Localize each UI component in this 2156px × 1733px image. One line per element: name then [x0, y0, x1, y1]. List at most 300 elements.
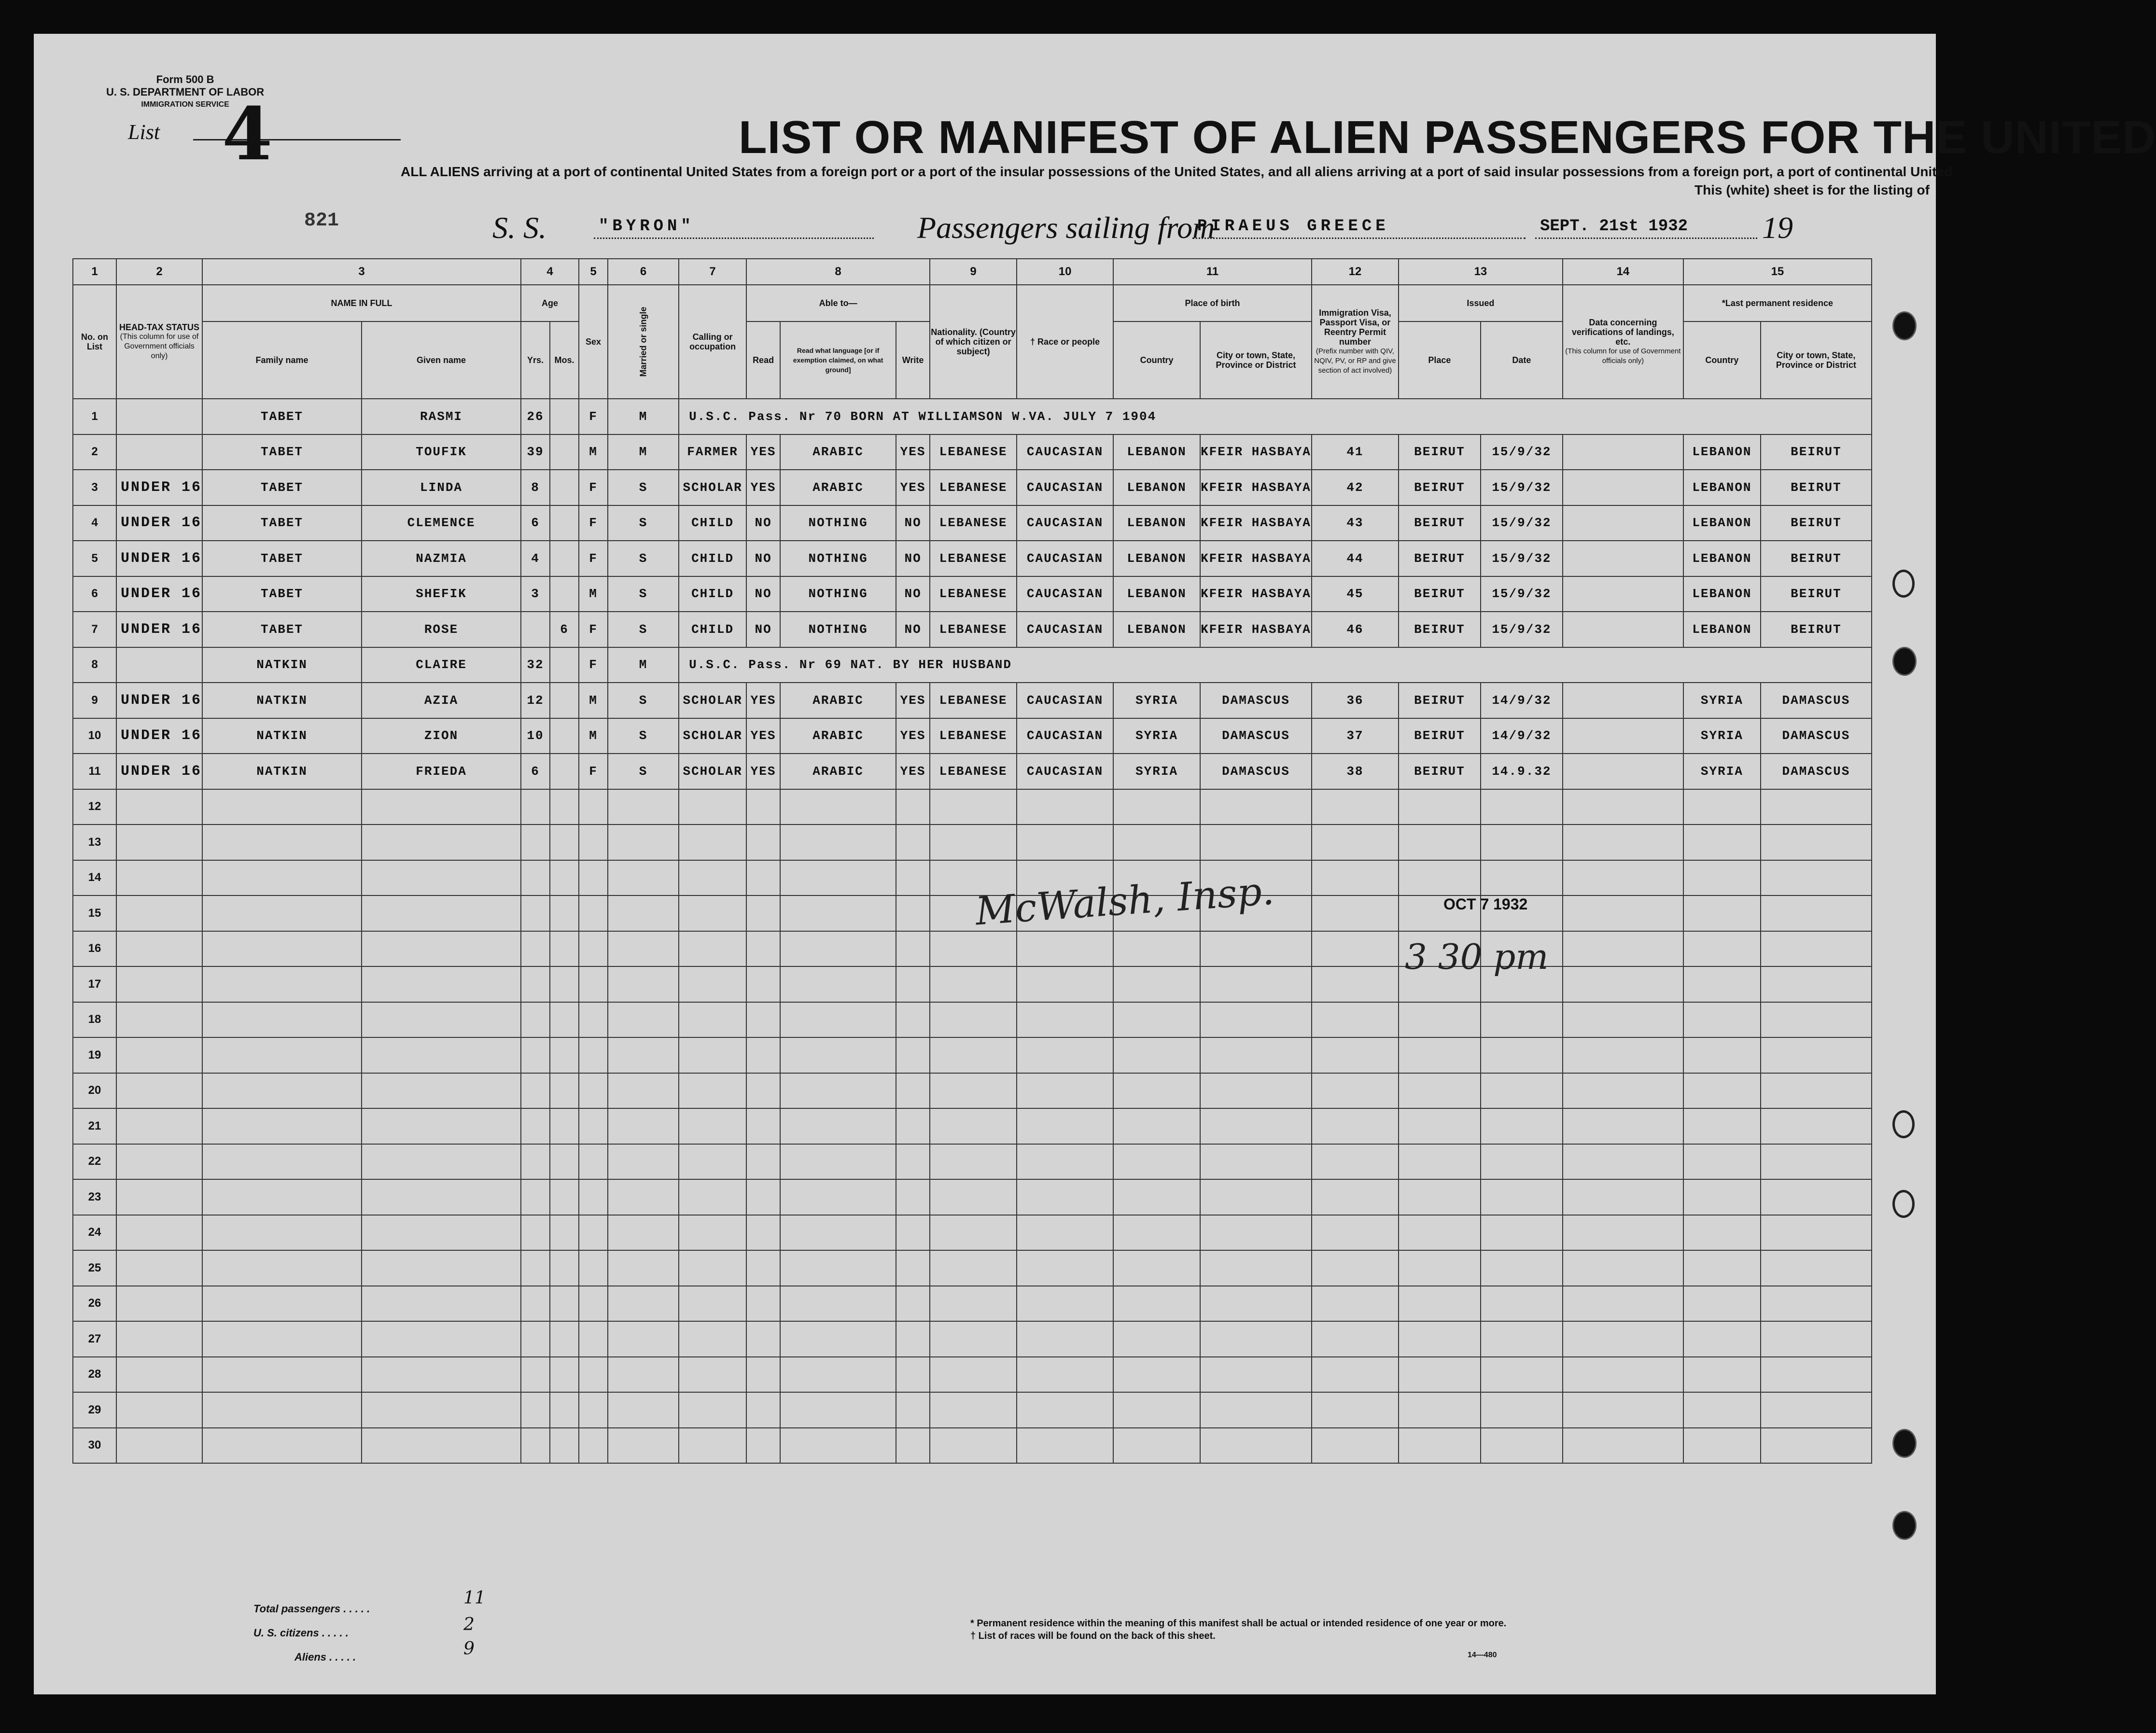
empty-cell [679, 1108, 746, 1144]
birth-city-cell: KFEIR HASBAYA [1200, 541, 1312, 576]
empty-cell [202, 1179, 362, 1215]
us-citizens-value: 2 [463, 1615, 475, 1635]
age-yrs-cell: 4 [521, 541, 550, 576]
col-num: 12 [1312, 259, 1399, 285]
family-name-cell: NATKIN [202, 718, 362, 754]
empty-cell [1200, 1108, 1312, 1144]
given-name-cell: AZIA [362, 683, 521, 718]
write-cell: NO [896, 541, 930, 576]
header-verif-note: (This column for use of Government officials only) [1565, 347, 1681, 365]
empty-cell [202, 1108, 362, 1144]
empty-cell [521, 1215, 550, 1251]
empty-cell [1200, 1179, 1312, 1215]
empty-cell [521, 1286, 550, 1322]
marital-cell: S [608, 576, 679, 612]
age-yrs-cell: 26 [521, 399, 550, 434]
binder-hole [1892, 311, 1917, 340]
empty-cell [608, 1179, 679, 1215]
write-cell: YES [896, 718, 930, 754]
empty-cell [930, 1286, 1017, 1322]
empty-cell [1563, 1144, 1683, 1180]
issued-place-cell: BEIRUT [1399, 576, 1481, 612]
empty-cell [896, 1108, 930, 1144]
empty-cell [1312, 1037, 1399, 1073]
empty-cell [579, 825, 608, 860]
empty-cell [362, 966, 521, 1002]
language-cell: ARABIC [780, 754, 896, 789]
occupation-cell: SCHOLAR [679, 754, 746, 789]
empty-cell [930, 966, 1017, 1002]
binder-hole [1892, 570, 1915, 598]
empty-cell [1683, 1286, 1761, 1322]
table-row [73, 931, 1872, 967]
empty-cell [1683, 966, 1761, 1002]
row-number: 17 [73, 966, 116, 1002]
empty-cell [521, 825, 550, 860]
empty-cell [930, 1215, 1017, 1251]
empty-cell [362, 1357, 521, 1393]
empty-cell [608, 1073, 679, 1109]
empty-cell [896, 789, 930, 825]
empty-cell [1761, 789, 1872, 825]
empty-cell [679, 1286, 746, 1322]
empty-cell [1481, 1073, 1563, 1109]
aliens-label: Aliens . . . . . [294, 1651, 356, 1663]
empty-cell [679, 825, 746, 860]
empty-cell [746, 825, 780, 860]
empty-cell [1017, 1144, 1113, 1180]
empty-cell [116, 789, 202, 825]
subtitle: ALL ALIENS arriving at a port of continental United States from a foreign port or a port of the insular possessions of the United States, and all aliens arriving at a port of said insular possessions from a foreign port, a port of continental United [401, 164, 1953, 179]
visa-cell: 36 [1312, 683, 1399, 718]
head-tax-cell: UNDER 16 [116, 470, 202, 505]
empty-cell [1481, 1392, 1563, 1428]
empty-cell [1683, 931, 1761, 967]
empty-cell [1399, 1250, 1481, 1286]
issued-date-cell: 15/9/32 [1481, 434, 1563, 470]
header-birth-city: City or town, State, Province or District [1200, 321, 1312, 399]
col-num: 5 [579, 259, 608, 285]
read-cell: YES [746, 470, 780, 505]
empty-cell [202, 1286, 362, 1322]
table-row [73, 754, 1872, 789]
sex-cell: M [579, 576, 608, 612]
empty-cell [1312, 931, 1399, 967]
empty-cell [202, 895, 362, 931]
table-row [73, 1002, 1872, 1038]
empty-cell [896, 1428, 930, 1464]
empty-cell [1683, 1073, 1761, 1109]
row-number: 22 [73, 1144, 116, 1180]
empty-cell [521, 1144, 550, 1180]
header-visa-label: Immigration Visa, Passport Visa, or Reentry Permit number [1319, 308, 1391, 347]
empty-cell [1017, 1392, 1113, 1428]
header-place-of-birth: Place of birth [1113, 285, 1312, 321]
birth-city-cell: DAMASCUS [1200, 718, 1312, 754]
empty-cell [930, 1321, 1017, 1357]
empty-cell [1017, 1250, 1113, 1286]
stamp-number: 821 [304, 210, 339, 232]
empty-cell [202, 1073, 362, 1109]
issued-place-cell: BEIRUT [1399, 470, 1481, 505]
res-city-cell: DAMASCUS [1761, 754, 1872, 789]
read-cell: YES [746, 434, 780, 470]
issued-date-cell: 14.9.32 [1481, 754, 1563, 789]
nationality-cell: LEBANESE [930, 505, 1017, 541]
empty-cell [1200, 1321, 1312, 1357]
table-row [73, 860, 1872, 896]
header-married [608, 285, 679, 399]
language-cell: NOTHING [780, 576, 896, 612]
res-country-cell: LEBANON [1683, 576, 1761, 612]
empty-cell [362, 895, 521, 931]
empty-cell [780, 1250, 896, 1286]
verification-cell [1563, 683, 1683, 718]
empty-cell [202, 789, 362, 825]
visa-cell: 44 [1312, 541, 1399, 576]
table-row [73, 683, 1872, 718]
header-race: † Race or people [1017, 285, 1113, 399]
table-row [73, 1037, 1872, 1073]
empty-cell [1399, 1392, 1481, 1428]
empty-cell [1113, 789, 1200, 825]
empty-cell [896, 1215, 930, 1251]
empty-cell [1399, 860, 1481, 896]
header-visa [1312, 285, 1399, 399]
empty-cell [202, 1144, 362, 1180]
ship-dotline [594, 238, 874, 239]
empty-cell [608, 1108, 679, 1144]
empty-cell [746, 1108, 780, 1144]
empty-cell [1312, 1179, 1399, 1215]
empty-cell [896, 895, 930, 931]
table-row [73, 1144, 1872, 1180]
empty-cell [896, 1321, 930, 1357]
empty-cell [1683, 1392, 1761, 1428]
verification-cell [1563, 470, 1683, 505]
empty-cell [579, 1321, 608, 1357]
empty-cell [1200, 1002, 1312, 1038]
empty-cell [1481, 1286, 1563, 1322]
empty-cell [202, 860, 362, 896]
us-citizen-note: U.S.C. Pass. Nr 70 BORN AT WILLIAMSON W.VA. JULY 7 1904 [679, 399, 1872, 434]
row-number: 13 [73, 825, 116, 860]
empty-cell [679, 1215, 746, 1251]
issued-place-cell: BEIRUT [1399, 683, 1481, 718]
row-number: 30 [73, 1428, 116, 1464]
race-cell: CAUCASIAN [1017, 505, 1113, 541]
read-cell: YES [746, 683, 780, 718]
empty-cell [1683, 1037, 1761, 1073]
nationality-cell: LEBANESE [930, 434, 1017, 470]
empty-cell [746, 966, 780, 1002]
age-yrs-cell: 8 [521, 470, 550, 505]
write-cell: YES [896, 434, 930, 470]
row-number: 8 [73, 647, 116, 683]
empty-cell [550, 1250, 579, 1286]
empty-cell [362, 1286, 521, 1322]
family-name-cell: NATKIN [202, 647, 362, 683]
res-country-cell: LEBANON [1683, 505, 1761, 541]
empty-cell [579, 895, 608, 931]
empty-cell [1683, 1250, 1761, 1286]
empty-cell [362, 1392, 521, 1428]
empty-cell [1683, 825, 1761, 860]
us-citizens-label: U. S. citizens . . . . . [253, 1627, 349, 1639]
empty-cell [608, 1215, 679, 1251]
empty-cell [1017, 1073, 1113, 1109]
verification-cell [1563, 541, 1683, 576]
marital-cell: S [608, 683, 679, 718]
marital-cell: M [608, 399, 679, 434]
row-number: 2 [73, 434, 116, 470]
family-name-cell: TABET [202, 470, 362, 505]
empty-cell [202, 966, 362, 1002]
empty-cell [521, 1250, 550, 1286]
empty-cell [1113, 1108, 1200, 1144]
empty-cell [679, 931, 746, 967]
empty-cell [579, 1002, 608, 1038]
empty-cell [1113, 1357, 1200, 1393]
empty-cell [1761, 1321, 1872, 1357]
empty-cell [1017, 931, 1113, 967]
empty-cell [896, 931, 930, 967]
empty-cell [116, 1286, 202, 1322]
sex-cell: F [579, 470, 608, 505]
empty-cell [608, 1392, 679, 1428]
race-cell: CAUCASIAN [1017, 612, 1113, 647]
header-residence: *Last permanent residence [1683, 285, 1872, 321]
write-cell: NO [896, 612, 930, 647]
empty-cell [679, 1144, 746, 1180]
empty-cell [579, 1108, 608, 1144]
empty-cell [1200, 1073, 1312, 1109]
empty-cell [521, 1037, 550, 1073]
empty-cell [1563, 966, 1683, 1002]
empty-cell [1563, 1392, 1683, 1428]
empty-cell [116, 1321, 202, 1357]
write-cell: NO [896, 576, 930, 612]
empty-cell [1312, 1428, 1399, 1464]
header-married-label: Married or single [638, 307, 648, 377]
sailing-label: Passengers sailing from [917, 210, 1215, 245]
empty-cell [1200, 1428, 1312, 1464]
row-number: 25 [73, 1250, 116, 1286]
age-mos-cell [550, 541, 579, 576]
empty-cell [780, 931, 896, 967]
empty-cell [362, 931, 521, 967]
empty-cell [1399, 1215, 1481, 1251]
empty-cell [1481, 1037, 1563, 1073]
subtitle-2: This (white) sheet is for the listing of [1694, 182, 1930, 197]
empty-cell [521, 1002, 550, 1038]
empty-cell [780, 895, 896, 931]
empty-cell [780, 860, 896, 896]
marital-cell: S [608, 754, 679, 789]
birth-city-cell: DAMASCUS [1200, 754, 1312, 789]
birth-city-cell: DAMASCUS [1200, 683, 1312, 718]
row-number: 4 [73, 505, 116, 541]
empty-cell [1399, 1073, 1481, 1109]
given-name-cell: LINDA [362, 470, 521, 505]
empty-cell [1761, 1144, 1872, 1180]
col-num: 11 [1113, 259, 1312, 285]
header-able-to: Able to— [746, 285, 930, 321]
empty-cell [1761, 860, 1872, 896]
nationality-cell: LEBANESE [930, 576, 1017, 612]
empty-cell [362, 1179, 521, 1215]
race-cell: CAUCASIAN [1017, 718, 1113, 754]
empty-cell [579, 931, 608, 967]
empty-cell [1683, 1215, 1761, 1251]
occupation-cell: CHILD [679, 541, 746, 576]
given-name-cell: ZION [362, 718, 521, 754]
empty-cell [746, 1286, 780, 1322]
empty-cell [746, 1144, 780, 1180]
header-age: Age [521, 285, 579, 321]
res-city-cell: BEIRUT [1761, 612, 1872, 647]
empty-cell [780, 1108, 896, 1144]
empty-cell [521, 931, 550, 967]
verification-cell [1563, 754, 1683, 789]
empty-cell [679, 1250, 746, 1286]
table-row [73, 434, 1872, 470]
binder-hole [1892, 1511, 1917, 1540]
header-calling: Calling or occupation [679, 285, 746, 399]
issued-place-cell: BEIRUT [1399, 718, 1481, 754]
empty-cell [746, 1002, 780, 1038]
empty-cell [1481, 1321, 1563, 1357]
empty-cell [1481, 1428, 1563, 1464]
empty-cell [521, 860, 550, 896]
empty-cell [608, 966, 679, 1002]
year-label: 19 [1762, 210, 1793, 245]
visa-cell: 45 [1312, 576, 1399, 612]
table-row [73, 1321, 1872, 1357]
visa-cell: 43 [1312, 505, 1399, 541]
empty-cell [1113, 1144, 1200, 1180]
race-cell: CAUCASIAN [1017, 754, 1113, 789]
age-mos-cell [550, 683, 579, 718]
empty-cell [896, 1357, 930, 1393]
row-number: 24 [73, 1215, 116, 1251]
empty-cell [202, 1321, 362, 1357]
sex-cell: F [579, 647, 608, 683]
header-head-tax-label: HEAD-TAX STATUS [119, 322, 200, 332]
marital-cell: M [608, 647, 679, 683]
empty-cell [1200, 931, 1312, 967]
header-visa-note: (Prefix number with QIV, NQIV, PV, or RP and give section of act involved) [1314, 347, 1396, 375]
row-number: 21 [73, 1108, 116, 1144]
sex-cell: F [579, 754, 608, 789]
family-name-cell: TABET [202, 541, 362, 576]
empty-cell [608, 1250, 679, 1286]
age-mos-cell [550, 434, 579, 470]
age-yrs-cell: 3 [521, 576, 550, 612]
header-issued-date: Date [1481, 321, 1563, 399]
header-read: Read [746, 321, 780, 399]
empty-cell [1017, 789, 1113, 825]
empty-cell [1481, 789, 1563, 825]
nationality-cell: LEBANESE [930, 718, 1017, 754]
empty-cell [1481, 1215, 1563, 1251]
head-tax-cell: UNDER 16 [116, 718, 202, 754]
empty-cell [746, 860, 780, 896]
empty-cell [116, 1215, 202, 1251]
write-cell: YES [896, 470, 930, 505]
us-citizen-note: U.S.C. Pass. Nr 69 NAT. BY HER HUSBAND [679, 647, 1872, 683]
empty-cell [679, 1321, 746, 1357]
empty-cell [521, 789, 550, 825]
row-number: 28 [73, 1357, 116, 1393]
row-number: 9 [73, 683, 116, 718]
empty-cell [579, 1215, 608, 1251]
race-cell: CAUCASIAN [1017, 683, 1113, 718]
empty-cell [550, 1144, 579, 1180]
empty-cell [1563, 825, 1683, 860]
empty-cell [1683, 860, 1761, 896]
empty-cell [550, 931, 579, 967]
empty-cell [1113, 1321, 1200, 1357]
empty-cell [202, 1002, 362, 1038]
birth-city-cell: KFEIR HASBAYA [1200, 434, 1312, 470]
empty-cell [896, 1144, 930, 1180]
empty-cell [116, 1179, 202, 1215]
empty-cell [930, 1108, 1017, 1144]
binder-hole [1892, 647, 1917, 676]
col-num: 3 [202, 259, 521, 285]
empty-cell [1399, 825, 1481, 860]
empty-cell [896, 1037, 930, 1073]
empty-cell [550, 1392, 579, 1428]
issued-place-cell: BEIRUT [1399, 754, 1481, 789]
empty-cell [608, 789, 679, 825]
empty-cell [550, 1037, 579, 1073]
empty-cell [679, 1002, 746, 1038]
age-mos-cell [550, 718, 579, 754]
empty-cell [1312, 860, 1399, 896]
language-cell: ARABIC [780, 434, 896, 470]
empty-cell [1312, 1250, 1399, 1286]
empty-cell [1399, 1428, 1481, 1464]
verification-cell [1563, 718, 1683, 754]
birth-country-cell: LEBANON [1113, 505, 1200, 541]
empty-cell [746, 1037, 780, 1073]
birth-country-cell: SYRIA [1113, 718, 1200, 754]
table-row [73, 789, 1872, 825]
sex-cell: F [579, 541, 608, 576]
issued-date-cell: 15/9/32 [1481, 612, 1563, 647]
nationality-cell: LEBANESE [930, 754, 1017, 789]
empty-cell [362, 1002, 521, 1038]
header-issued-place: Place [1399, 321, 1481, 399]
time-annotation: 3 30 pm [1405, 936, 1549, 977]
table-row [73, 1392, 1872, 1428]
head-tax-cell [116, 399, 202, 434]
empty-cell [116, 931, 202, 967]
empty-cell [1200, 1250, 1312, 1286]
empty-cell [1113, 1037, 1200, 1073]
language-cell: ARABIC [780, 470, 896, 505]
empty-cell [1200, 1215, 1312, 1251]
empty-cell [550, 825, 579, 860]
empty-cell [679, 1357, 746, 1393]
language-cell: NOTHING [780, 505, 896, 541]
list-label: List [128, 120, 160, 144]
empty-cell [1017, 1108, 1113, 1144]
empty-cell [930, 1357, 1017, 1393]
empty-cell [930, 789, 1017, 825]
